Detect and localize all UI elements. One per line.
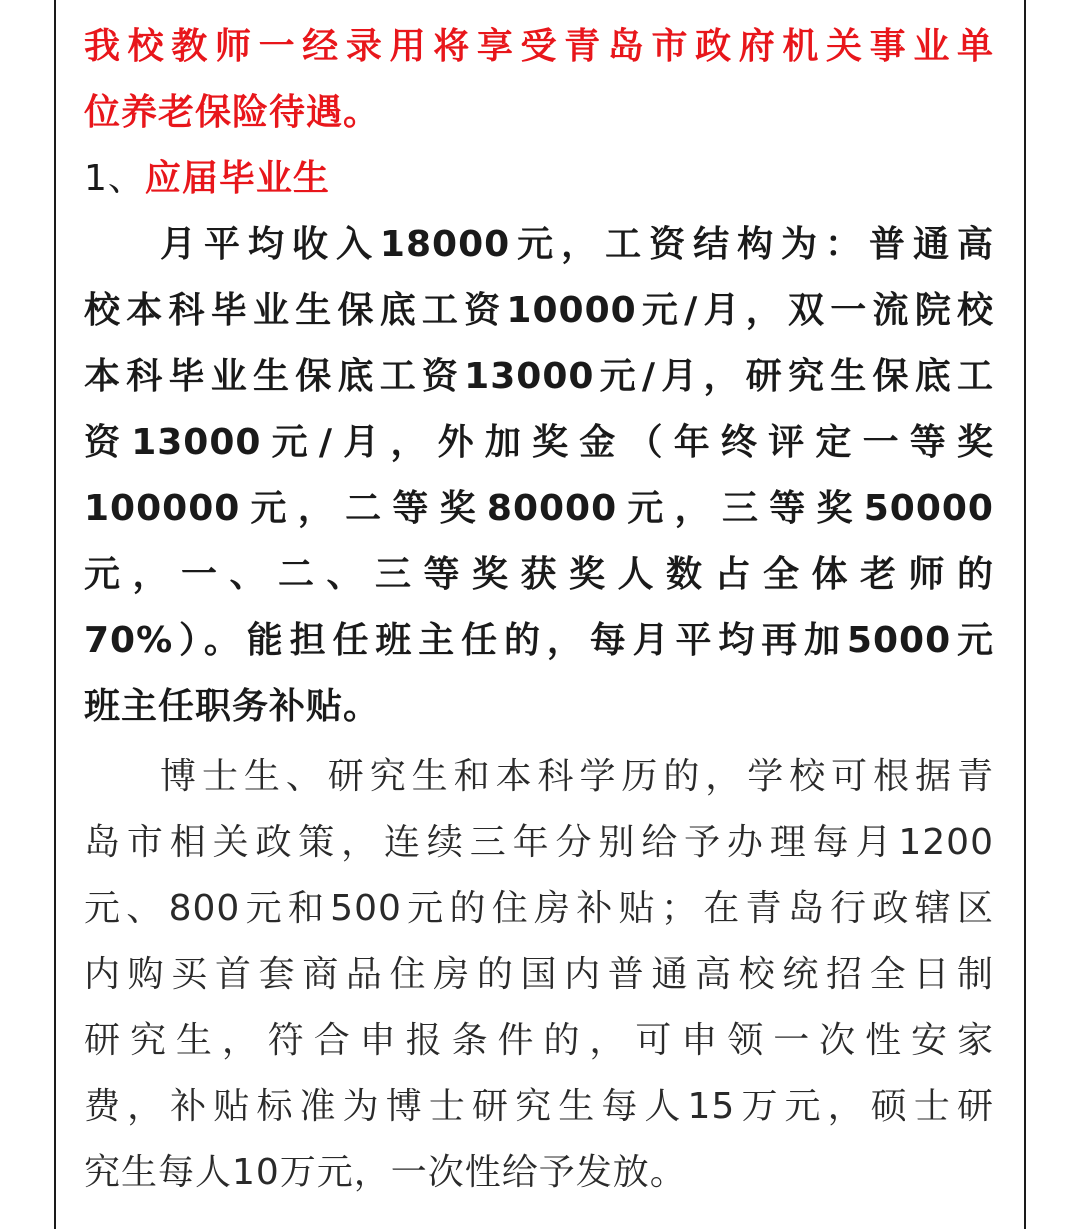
salary-line-8: 班主任职务补贴。 — [84, 686, 381, 727]
housing-line-4: 内购买首套商品住房的国内普通高校统招全日制 — [84, 954, 994, 995]
section-number: 1、 — [84, 158, 145, 199]
salary-line-2: 校本科毕业生保底工资10000元/月，双一流院校 — [84, 290, 994, 331]
housing-line-6: 费，补贴标准为博士研究生每人15万元，硕士研 — [84, 1086, 994, 1127]
housing-line-7: 究生每人10万元，一次性给予发放。 — [84, 1152, 687, 1193]
intro-line-1: 我校教师一经录用将享受青岛市政府机关事业单 — [84, 26, 994, 67]
section-heading — [84, 146, 994, 212]
housing-line-2: 岛市相关政策，连续三年分别给予办理每月1200 — [84, 822, 994, 863]
intro-line-2: 位养老保险待遇。 — [84, 92, 381, 133]
housing-line-5: 研究生，符合申报条件的，可申领一次性安家 — [84, 1020, 994, 1061]
salary-line-3: 本科毕业生保底工资13000元/月，研究生保底工 — [84, 356, 994, 397]
document-body — [84, 14, 994, 1206]
housing-line-3: 元、800元和500元的住房补贴；在青岛行政辖区 — [84, 888, 994, 929]
housing-line-1: 博士生、研究生和本科学历的，学校可根据青 — [160, 756, 994, 797]
salary-line-7: 70%）。能担任班主任的，每月平均再加5000元 — [84, 620, 994, 661]
section-title: 应届毕业生 — [144, 158, 330, 199]
salary-line-1: 月平均收入18000元，工资结构为：普通高 — [160, 224, 994, 265]
salary-line-6: 元，一、二、三等奖获奖人数占全体老师的 — [84, 554, 994, 595]
salary-line-5: 100000元，二等奖80000元，三等奖50000 — [84, 488, 994, 529]
salary-line-4: 资13000元/月，外加奖金（年终评定一等奖 — [84, 422, 994, 463]
